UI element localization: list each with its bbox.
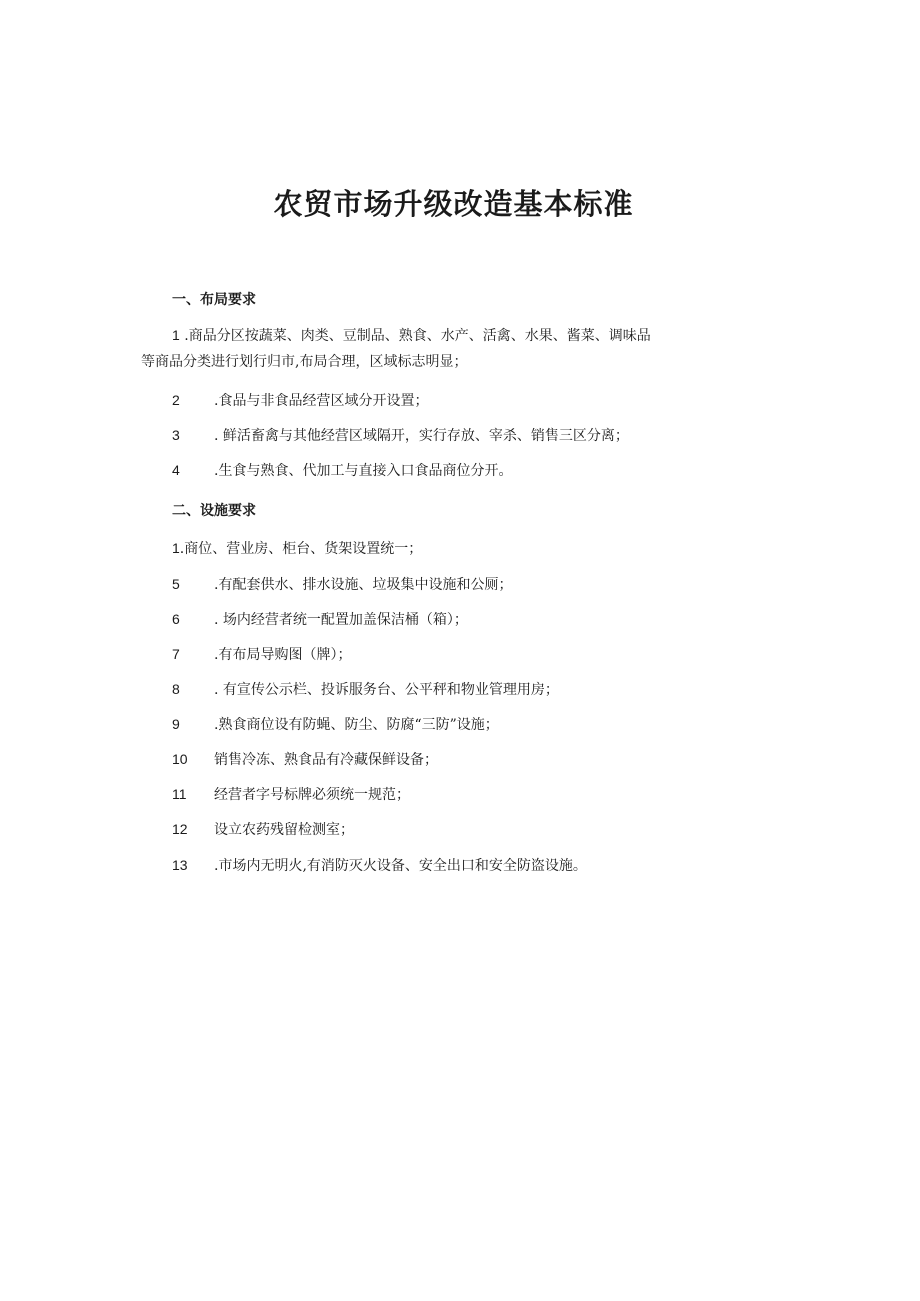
item-text: .生食与熟食、代加工与直接入口食品商位分开。 [214,463,513,479]
item-text: .食品与非食品经营区域分开设置； [214,393,429,409]
item-number: 8 [172,681,180,697]
item-text: 设立农药残留检测室； [214,822,354,838]
list-item [172,784,772,805]
item-text: .有配套供水、排水设施、垃圾集中设施和公厕； [214,577,513,593]
list-item [172,855,772,876]
item-text: .市场内无明火,有消防灭火设备、安全出口和安全防盗设施。 [214,858,587,874]
list-item [172,390,772,411]
item-number: 9 [172,716,180,732]
item-number: 12 [172,821,188,837]
item-text: .有布局导购图（牌）； [214,647,352,663]
item-number: 4 [172,462,180,478]
item-number: 10 [172,751,188,767]
item-number: 7 [172,646,180,662]
list-item [172,749,772,770]
item-text: .商位、营业房、柜台、货架设置统一； [179,541,423,557]
item-text: . 有宣传公示栏、投诉服务台、公平秤和物业管理用房； [214,682,559,698]
list-item [172,460,772,481]
item-number: 13 [172,857,188,873]
item-text: .熟食商位设有防蝇、防尘、防腐“三防”设施； [214,717,499,733]
list-item [172,574,772,595]
item-text: 销售冷冻、熟食品有冷藏保鲜设备； [214,752,438,768]
list-item [172,538,772,559]
list-item [172,644,772,665]
section-heading-layout: 一、布局要求 [172,292,256,308]
list-item [141,322,781,375]
item-number: 3 [172,427,180,443]
list-item [172,679,772,700]
item-text-continued: 等商品分类进行划行归市,布局合理，区域标志明显； [141,354,468,370]
list-item [172,425,772,446]
item-number: 1 [172,540,180,556]
section-heading-facilities: 二、设施要求 [172,503,256,519]
item-number: 1 [172,327,180,343]
item-number: 5 [172,576,180,592]
item-text: 经营者字号标牌必须统一规范； [214,787,410,803]
item-text: . 场内经营者统一配置加盖保洁桶（箱）； [214,612,468,628]
item-text: . 鲜活畜禽与其他经营区域隔开，实行存放、宰杀、销售三区分离； [214,428,629,444]
list-item [172,714,772,735]
list-item [172,819,772,840]
document-title: 农贸市场升级改造基本标准 [273,187,634,221]
item-text: .商品分区按蔬菜、肉类、豆制品、熟食、水产、活禽、水果、酱菜、调味品 [179,328,651,344]
item-number: 6 [172,611,180,627]
item-number: 11 [172,786,187,802]
list-item [172,609,772,630]
item-number: 2 [172,392,180,408]
